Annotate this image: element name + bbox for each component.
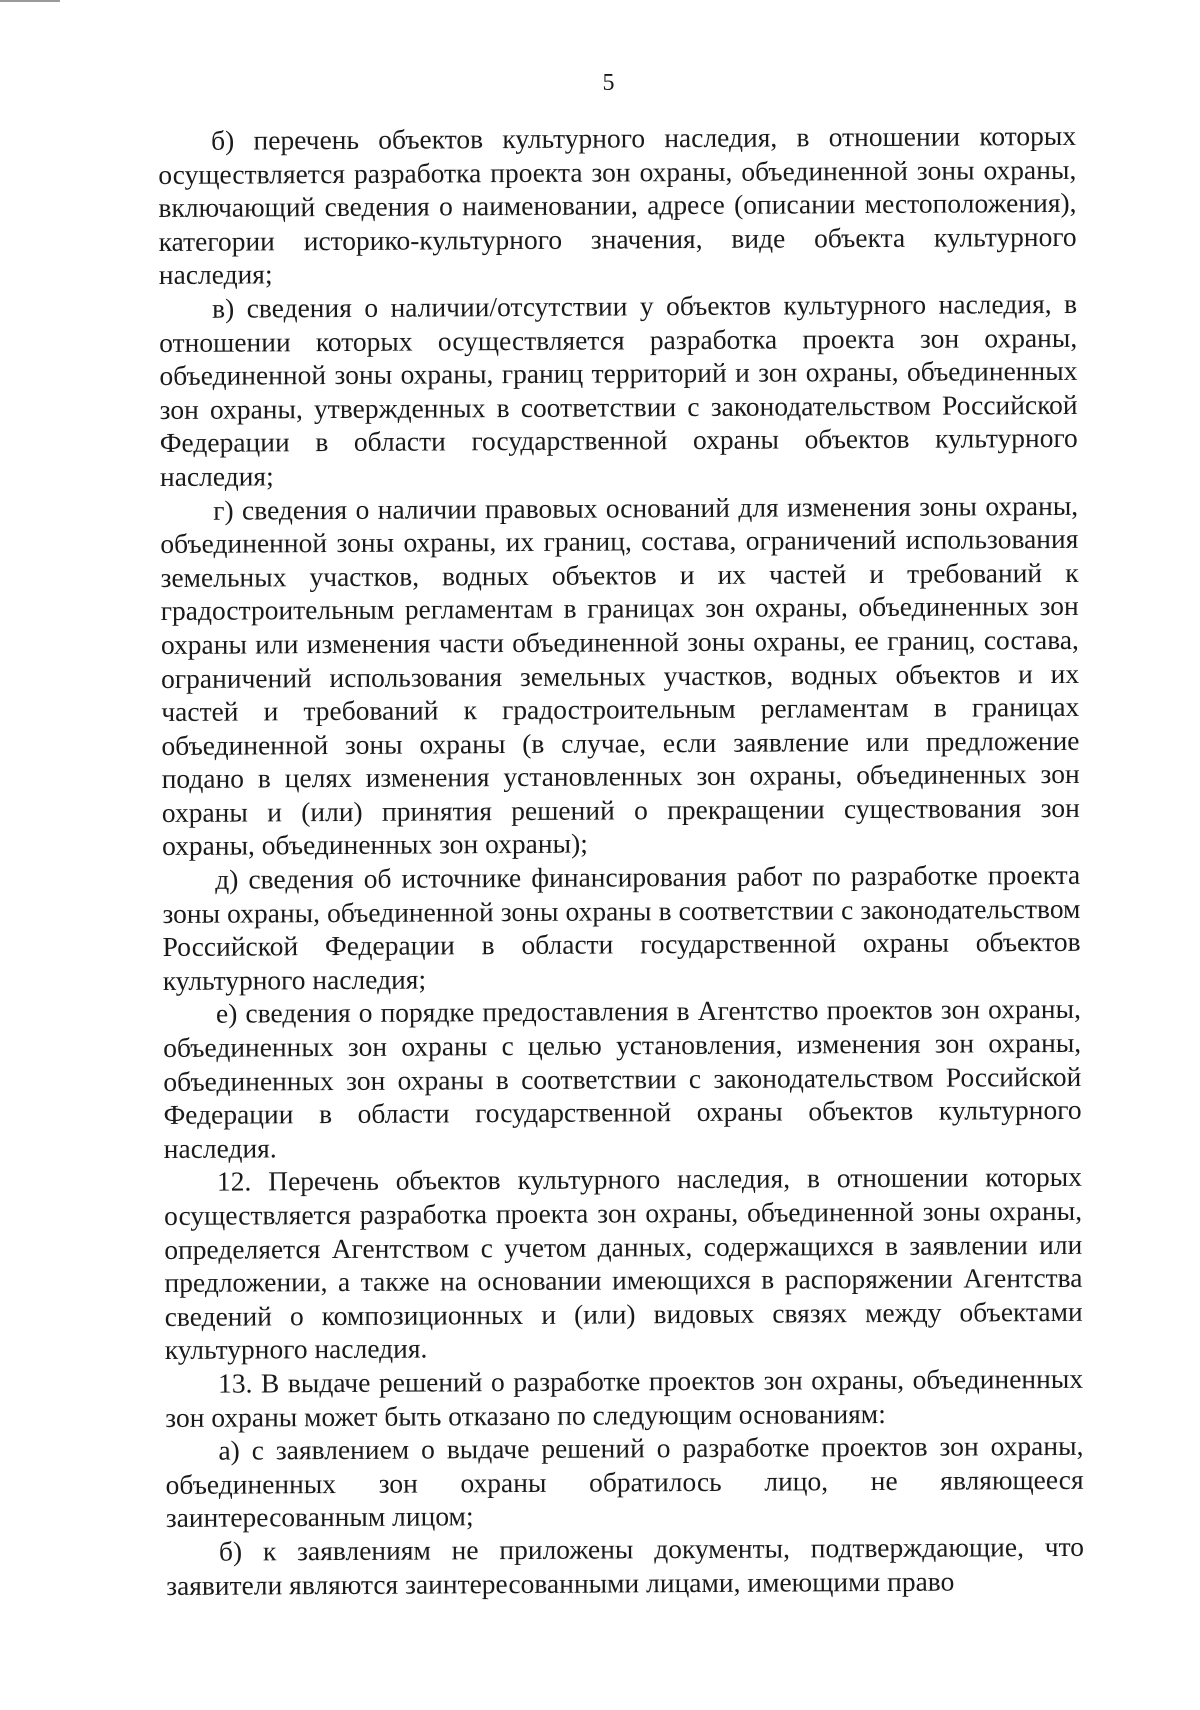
document-body <box>158 119 1084 1602</box>
paragraph-e-procedure: е) сведения о порядке предоставления в Агентство проектов зон охраны, объединенных зон охраны с целью установления, изменения зон охраны, объединенных зон охраны в соответствии с законодательством Российской Федерации в области государственной охраны объектов культурного наследия. <box>163 993 1082 1164</box>
paragraph-13-b: б) к заявлениям не приложены документы, подтверждающие, что заявители являются заинтересованными лицами, имеющими право <box>166 1530 1085 1601</box>
paragraph-v-info: в) сведения о наличии/отсутствии у объектов культурного наследия, в отношении которых осуществляется разработка проекта зон охраны, объединенной зоны охраны, границ территорий и зон охраны, объединенных зон охраны, утвержденных в соответствии с законодательством Российской Федерации в области государственной охраны объектов культурного наследия; <box>159 287 1078 492</box>
paragraph-13: 13. В выдаче решений о разработке проектов зон охраны, объединенных зон охраны может быть отказано по следующим основаниям: <box>165 1362 1084 1433</box>
paragraph-g-legal-grounds: г) сведения о наличии правовых оснований для изменения зоны охраны, объединенной зоны охраны, их границ, состава, ограничений использования земельных участков, водных объектов и их частей и требований к градостроительным регламентам в границах зон охраны, объединенных зон охраны или изменения части объединенной зоны охраны, ее границ, состава, ограничений использования земельных участков, водных объектов и их частей и требований к градостроительным регламентам в границах объединенной зоны охраны (в случае, если заявление или предложение подано в целях изменения установленных зон охраны, объединенных зон охраны и (или) принятия решений о прекращении существования зон охраны, объединенных зон охраны); <box>160 489 1080 862</box>
paragraph-d-financing: д) сведения об источнике финансирования работ по разработке проекта зоны охраны, объединенной зоны охраны в соответствии с законодательством Российской Федерации в области государственной охраны объектов культурного наследия; <box>162 858 1081 996</box>
paragraph-12: 12. Перечень объектов культурного наследия, в отношении которых осуществляется разработка проекта зон охраны, объединенной зоны охраны, определяется Агентством с учетом данных, содержащихся в заявлении или предложении, а также на основании имеющихся в распоряжении Агентства сведений о композиционных и (или) видовых связях между объектами культурного наследия. <box>164 1161 1083 1366</box>
paragraph-13-a: а) с заявлением о выдаче решений о разработке проектов зон охраны, объединенных зон охраны обратилось лицо, не являющееся заинтересованным лицом; <box>165 1430 1084 1534</box>
page-number: 5 <box>602 70 616 96</box>
paragraph-b-list: б) перечень объектов культурного наследия, в отношении которых осуществляется разработка проекта зон охраны, объединенной зоны охраны, включающий сведения о наименовании, адресе (описании местоположения), категории историко-культурного значения, виде объекта культурного наследия; <box>158 119 1077 291</box>
scan-edge-line <box>0 0 60 2</box>
